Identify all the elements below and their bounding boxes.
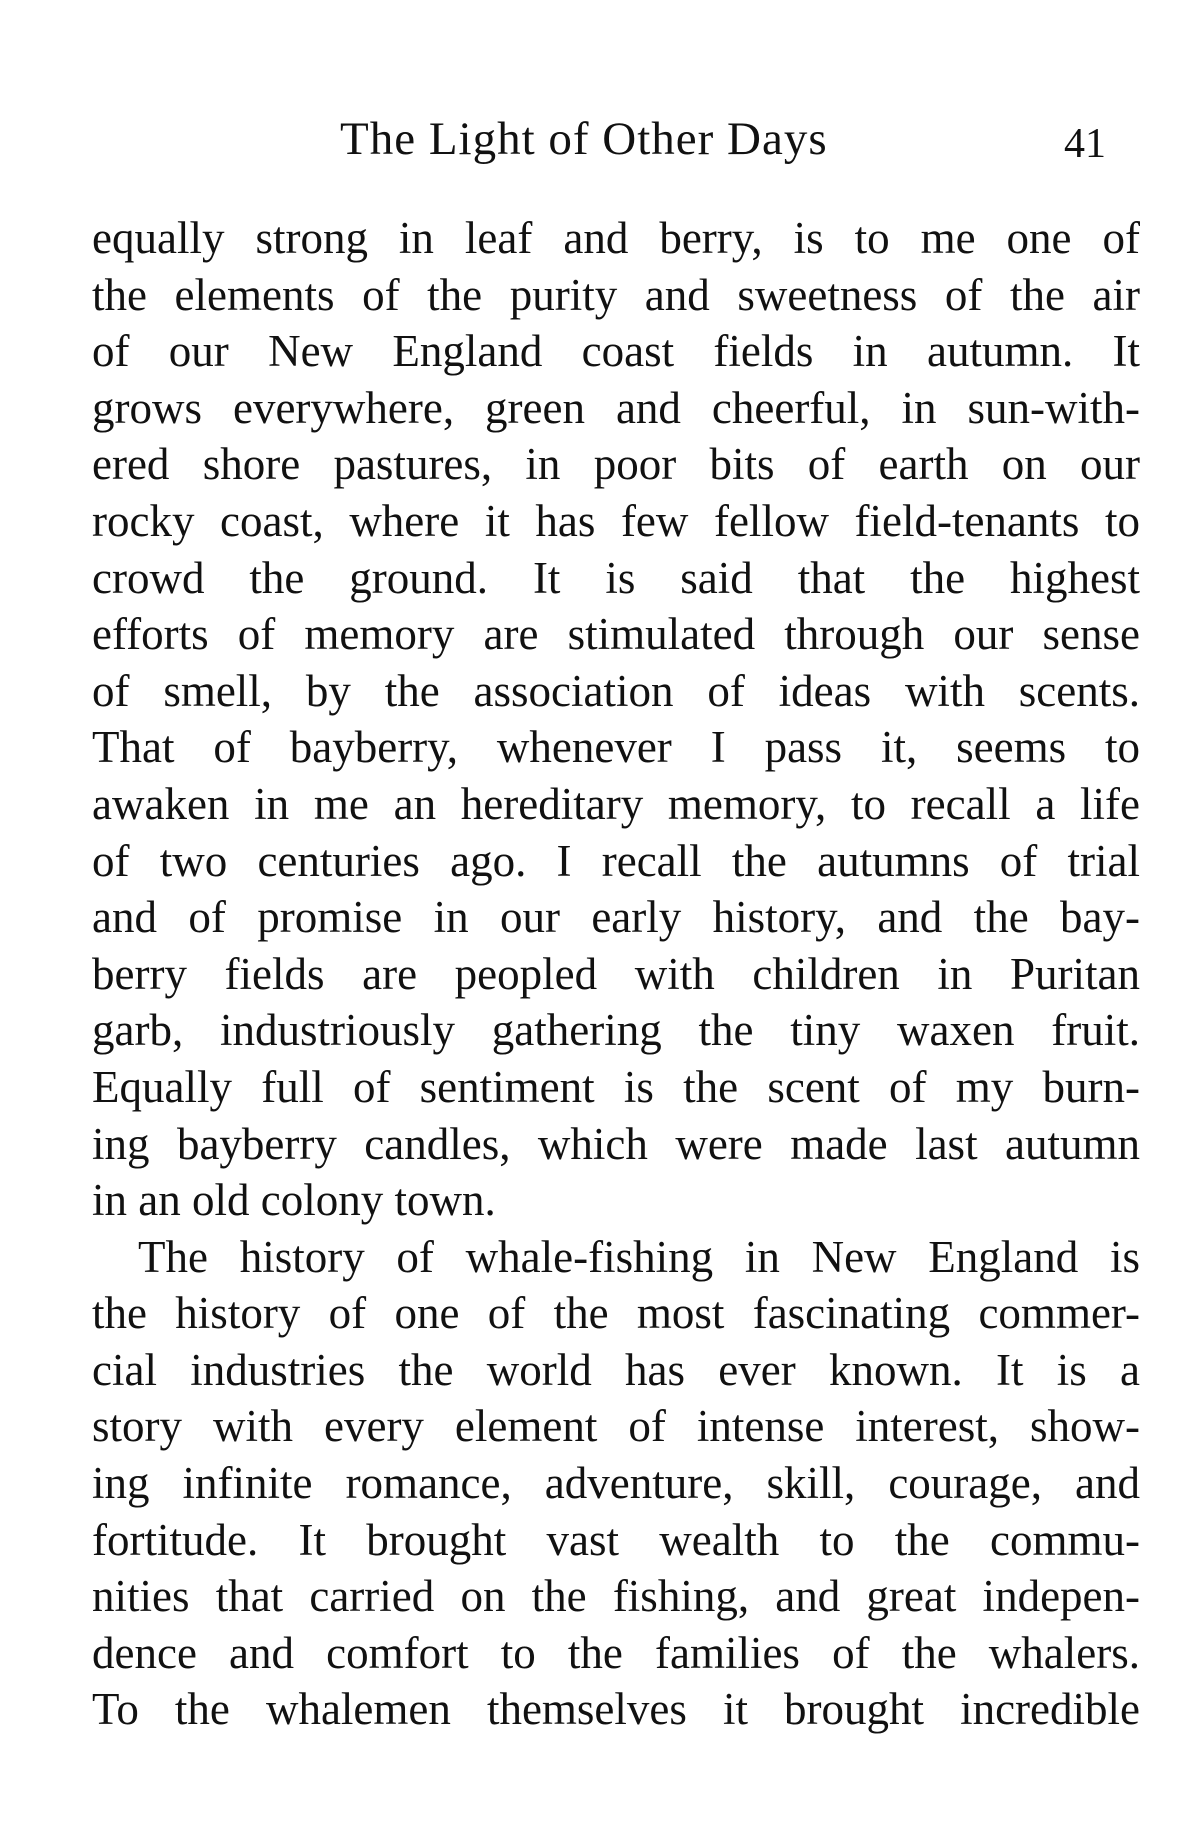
text-line: dence and comfort to the families of the whalers. xyxy=(92,1627,1140,1678)
text-line: rocky coast, where it has few fellow field-tenants to xyxy=(92,495,1140,546)
text-line: and of promise in our early history, and the bay- xyxy=(92,892,1140,943)
text-line: ered shore pastures, in poor bits of earth on our xyxy=(92,439,1140,490)
text-line: efforts of memory are stimulated through our sense xyxy=(92,609,1140,660)
text-line: To the whalemen themselves it brought incredible xyxy=(92,1684,1140,1735)
text-line: crowd the ground. It is said that the highest xyxy=(92,552,1140,603)
text-line: in an old colony town. xyxy=(92,1175,496,1226)
text-line: berry fields are peopled with children in Puritan xyxy=(92,948,1140,999)
text-line: ing infinite romance, adventure, skill, courage, and xyxy=(92,1458,1140,1509)
text-line: equally strong in leaf and berry, is to me one of xyxy=(92,213,1140,263)
running-title: The Light of Other Days xyxy=(340,113,828,165)
text-line: of our New England coast fields in autumn. It xyxy=(92,326,1140,377)
text-line: grows everywhere, green and cheerful, in sun-with- xyxy=(92,382,1140,433)
text-line: story with every element of intense interest, show- xyxy=(92,1401,1140,1452)
body-text xyxy=(92,210,1140,1738)
text-line: That of bayberry, whenever I pass it, seems to xyxy=(92,722,1140,773)
text-line: of smell, by the association of ideas with scents. xyxy=(92,665,1140,716)
text-line: ing bayberry candles, which were made last autumn xyxy=(92,1118,1140,1169)
text-line: nities that carried on the fishing, and great indepen- xyxy=(92,1571,1140,1622)
text-line: the history of one of the most fascinating commer- xyxy=(92,1288,1140,1339)
running-head xyxy=(0,112,1193,172)
paragraph-2 xyxy=(92,1229,1140,1738)
text-line: fortitude. It brought vast wealth to the commu- xyxy=(92,1514,1140,1565)
text-line: The history of whale-fishing in New England is xyxy=(138,1231,1140,1282)
text-line: cial industries the world has ever known. It is a xyxy=(92,1344,1140,1395)
text-line: garb, industriously gathering the tiny waxen fruit. xyxy=(92,1005,1140,1056)
text-line: Equally full of sentiment is the scent of my burn- xyxy=(92,1061,1140,1112)
paragraph-1 xyxy=(92,210,1140,1229)
text-line: of two centuries ago. I recall the autumns of trial xyxy=(92,835,1140,886)
text-line: the elements of the purity and sweetness of the air xyxy=(92,269,1140,320)
page-number: 41 xyxy=(1064,121,1106,167)
text-line: awaken in me an hereditary memory, to recall a life xyxy=(92,778,1140,829)
